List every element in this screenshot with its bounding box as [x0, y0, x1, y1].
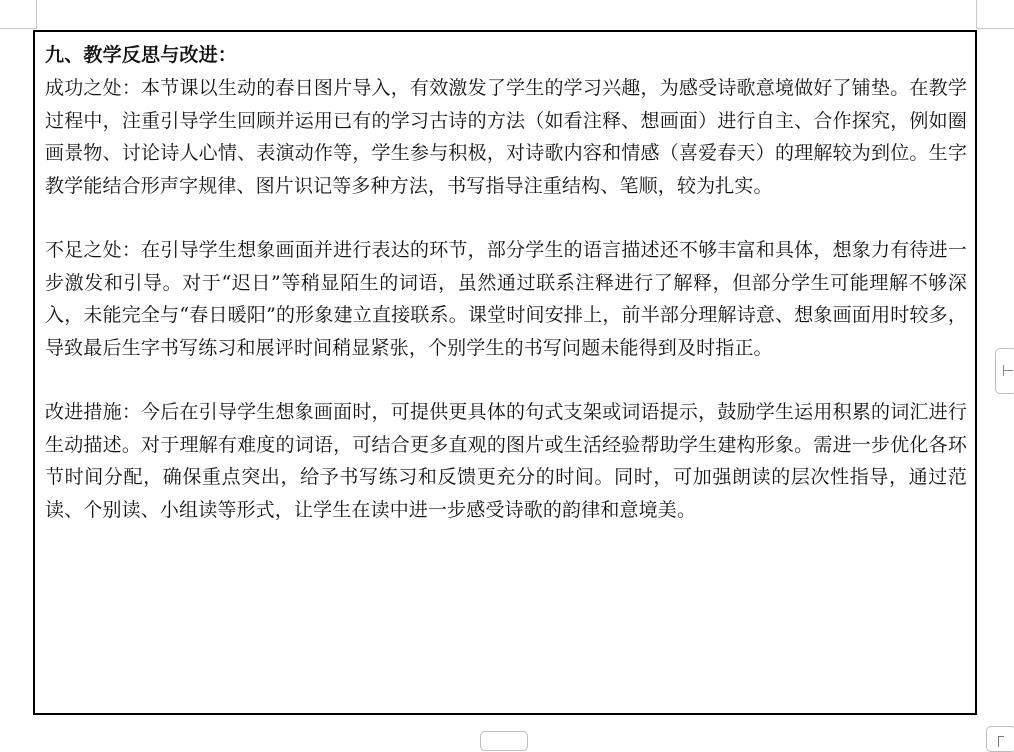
- paragraph-success: 成功之处：本节课以生动的春日图片导入，有效激发了学生的学习兴趣，为感受诗歌意境做好了铺垫。在教学过程中，注重引导学生回顾并运用已有的学习古诗的方法（如看注释、想画面）进行自主、合作探究，例如圈画景物、讨论诗人心情、表演动作等，学生参与积极，对诗歌内容和情感（喜爱春天）的理解较为到位。生字教学能结合形声字规律、图片识记等多种方法，书写指导注重结构、笔顺，较为扎实。: [45, 77, 967, 197]
- corner-bracket: [998, 736, 1004, 747]
- paragraph-shortcomings: 不足之处：在引导学生想象画面并进行表达的环节，部分学生的语言描述还不够丰富和具体，想象力有待进一步激发和引导。对于“迟日”等稍显陌生的词语，虽然通过联系注释进行了解释，但部分学生可能理解不够深入，未能完全与“春日暖阳”的形象建立直接联系。课堂时间安排上，前半部分理解诗意、想象画面用时较多，导致最后生字书写练习和展评时间稍显紧张，个别学生的书写问题未能得到及时指正。: [45, 239, 967, 359]
- paragraph-improvements: 改进措施：今后在引导学生想象画面时，可提供更具体的句式支架或词语提示，鼓励学生运用积累的词汇进行生动描述。对于理解有难度的词语，可结合更多直观的图片或生活经验帮助学生建构形象。需进一步优化各环节时间分配，确保重点突出，给予书写练习和反馈更充分的时间。同时，可加强朗读的层次性指导，通过范读、个别读、小组读等形式，让学生在读中进一步感受诗歌的韵律和意境美。: [45, 401, 967, 521]
- section-title: 九、教学反思与改进：: [45, 44, 238, 66]
- crop-mark-right-horizontal: [976, 28, 1014, 29]
- crop-mark-right-vertical: [976, 0, 977, 29]
- handle-plus-horizontal: [1003, 370, 1013, 371]
- add-column-handle-icon[interactable]: [480, 731, 528, 751]
- paragraph-spacer: [45, 202, 967, 234]
- resize-corner-icon[interactable]: [986, 726, 1014, 752]
- page-top-margin: [0, 0, 1014, 30]
- add-row-handle-icon[interactable]: [995, 348, 1014, 394]
- crop-mark-left-horizontal: [0, 28, 36, 29]
- crop-mark-left-vertical: [36, 0, 37, 29]
- paragraph-spacer: [45, 364, 967, 396]
- reflection-table-cell[interactable]: [33, 30, 977, 715]
